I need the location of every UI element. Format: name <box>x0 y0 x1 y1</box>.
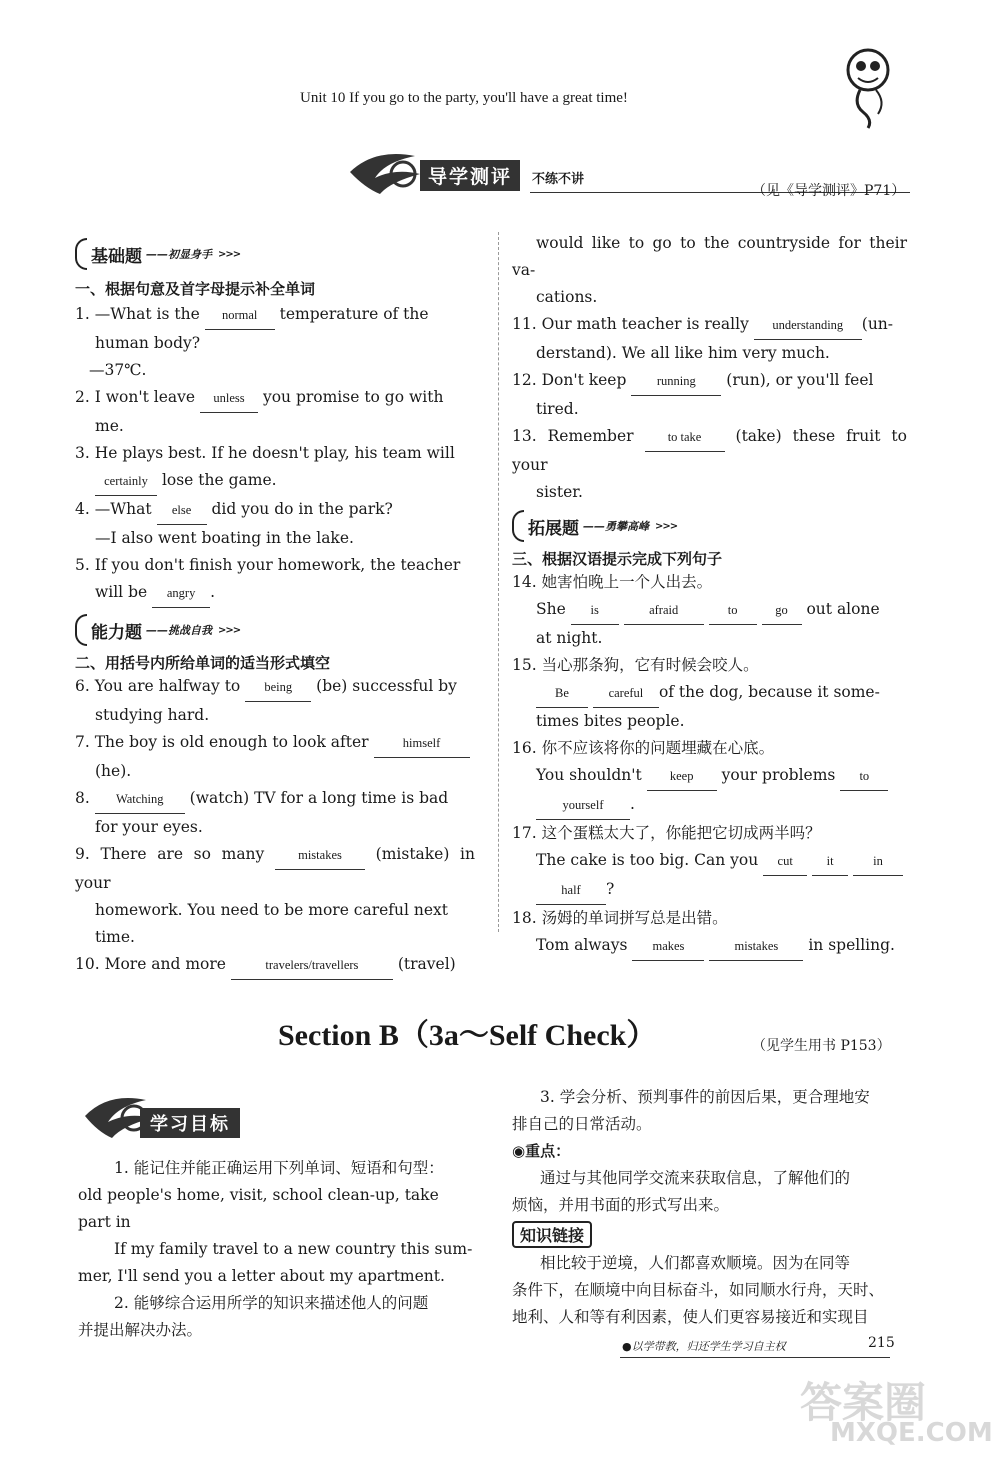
answer-15b: careful <box>593 680 659 708</box>
question-10-continued: would like to go to the countryside for their va- cations. <box>512 234 907 306</box>
answer-16c: yourself <box>536 792 630 820</box>
answer-14c: to <box>709 597 757 625</box>
right-column <box>512 230 907 961</box>
bracket-icon <box>512 510 524 542</box>
answer-15a: Be <box>536 680 588 708</box>
question-12: 12. Don't keep running (run), or you'll feel tired. <box>512 367 907 423</box>
goal-2: 2. 能够综合运用所学的知识来描述他人的问题 并提出解决办法。 <box>78 1294 429 1339</box>
bracket-icon <box>75 614 87 646</box>
ability-heading <box>75 614 475 646</box>
question-7: 7. The boy is old enough to look after himself (he). <box>75 729 475 785</box>
question-18: 18. 汤姆的单词拼写总是出错。 Tom always makes mistakes in spelling. <box>512 905 907 961</box>
goals-right <box>512 1084 908 1331</box>
key-point-label: ◉重点： <box>512 1142 571 1160</box>
question-1: 1. —What is the normal temperature of the human body? —37℃. <box>75 301 475 384</box>
knowledge-link-text: 相比较于逆境，人们都喜欢顺境。因为在同等 条件下，在顺境中向目标奋斗，如同顺水行舟，天时、 地利、人和等有利因素，使人们更容易接近和实现目 <box>512 1254 885 1326</box>
question-8: 8. Watching (watch) TV for a long time is bad for your eyes. <box>75 785 475 841</box>
question-13: 13. Remember to take (take) these fruit to your sister. <box>512 423 907 506</box>
left-column <box>75 238 475 980</box>
answer-14b: afraid <box>624 597 704 625</box>
answer-17a: cut <box>763 848 807 876</box>
arrows-icon: >>> <box>218 248 241 260</box>
goals-title: 学习目标 <box>140 1108 240 1138</box>
goals-left <box>78 1155 476 1344</box>
basic-heading-text: 基础题 <box>91 246 142 267</box>
answer-14a: is <box>571 597 619 625</box>
answer-9: mistakes <box>275 842 365 870</box>
basic-instruction: 一、根据句意及首字母提示补全单词 <box>75 280 316 298</box>
extend-heading-text: 拓展题 <box>528 518 579 539</box>
goal-3: 3. 学会分析、预判事件的前因后果，更合理地安 排自己的日常活动。 <box>512 1088 870 1133</box>
extend-heading <box>512 510 907 542</box>
knowledge-link-label: 知识链接 <box>512 1221 592 1248</box>
answer-5: angry <box>152 580 210 608</box>
extend-instruction: 三、根据汉语提示完成下列句子 <box>512 550 723 568</box>
answer-14d: go <box>762 597 802 625</box>
section-b-title: Section B（3a～Self Check） <box>278 1019 657 1052</box>
question-2: 2. I won't leave unless you promise to go with me. <box>75 384 475 440</box>
answer-13: to take <box>645 424 725 452</box>
banner-title: 导学测评 <box>420 160 520 191</box>
answer-1: normal <box>205 302 275 330</box>
key-point-text: 通过与其他同学交流来获取信息，了解他们的 烦恼，并用书面的形式写出来。 <box>512 1169 851 1214</box>
answer-18a: makes <box>632 933 704 961</box>
footer-rule <box>620 1357 890 1358</box>
ability-heading-sub: ——挑战自我 <box>146 624 212 637</box>
answer-10: travelers/travellers <box>231 952 393 980</box>
arrows-icon: >>> <box>655 520 678 532</box>
ability-heading-text: 能力题 <box>91 622 142 643</box>
question-3: 3. He plays best. If he doesn't play, his team will certainly lose the game. <box>75 440 475 496</box>
answer-12: running <box>631 368 721 396</box>
answer-8: Watching <box>95 786 185 814</box>
question-9: 9. There are so many mistakes (mistake) in your homework. You need to be more careful next time. <box>75 841 475 951</box>
question-10: 10. More and more travelers/travellers (travel) <box>75 951 475 980</box>
banner-reference: （见《导学测评》P71） <box>752 183 906 199</box>
answer-17c: in <box>853 848 903 876</box>
question-4: 4. —What else did you do in the park? —I also went boating in the lake. <box>75 496 475 552</box>
mascot-icon <box>838 42 898 132</box>
answer-16b: to <box>840 763 888 791</box>
ability-instruction: 二、用括号内所给单词的适当形式填空 <box>75 654 331 672</box>
knowledge-link-header <box>512 1221 908 1248</box>
goal-1: 1. 能记住并能正确运用下列单词、短语和句型： old people's home, visit, school clean-up, take part in If my family travel to a new country this sum- mer, I'll send you a letter about my apartment. <box>78 1159 473 1285</box>
answer-16a: keep <box>647 763 717 791</box>
question-6: 6. You are halfway to being (be) successful by studying hard. <box>75 673 475 729</box>
answer-2: unless <box>200 385 258 413</box>
answer-17b: it <box>812 848 848 876</box>
question-17: 17. 这个蛋糕太大了，你能把它切成两半吗？ The cake is too big. Can you cut it in half ? <box>512 820 907 905</box>
answer-3: certainly <box>95 468 157 496</box>
watermark-url: MXQE.COM <box>830 1418 993 1448</box>
arrows-icon: >>> <box>218 624 241 636</box>
extend-heading-sub: ——勇攀高峰 <box>583 520 649 533</box>
footer-slogan: ●以学带教，归还学生学习自主权 <box>622 1340 786 1353</box>
answer-11: understanding <box>754 312 862 340</box>
answer-18b: mistakes <box>709 933 803 961</box>
answer-7: himself <box>374 730 470 758</box>
page-number: 215 <box>868 1335 895 1351</box>
answer-17d: half <box>536 877 606 905</box>
bracket-icon <box>75 238 87 270</box>
question-5: 5. If you don't finish your homework, the teacher will be angry . <box>75 552 475 608</box>
unit-header: Unit 10 If you go to the party, you'll have a great time! <box>300 90 628 106</box>
basic-heading <box>75 238 475 270</box>
question-11: 11. Our math teacher is really understanding (un- derstand). We all like him very much. <box>512 311 907 367</box>
basic-heading-sub: ——初显身手 <box>146 248 212 261</box>
question-14: 14. 她害怕晚上一个人出去。 She is afraid to go out alone at night. <box>512 573 880 647</box>
banner-subtitle: 不练不讲 <box>532 172 585 187</box>
answer-4: else <box>157 497 207 525</box>
answer-6: being <box>245 674 311 702</box>
column-divider <box>498 232 499 932</box>
question-16: 16. 你不应该将你的问题埋藏在心底。 You shouldn't keep your problems to yourself . <box>512 735 907 820</box>
watermark-logo: 答案圈 <box>800 1378 927 1427</box>
section-b-reference: （见学生用书 P153） <box>752 1038 891 1054</box>
question-15: 15. 当心那条狗，它有时候会咬人。 Be careful of the dog, because it some- times bites people. <box>512 656 880 730</box>
